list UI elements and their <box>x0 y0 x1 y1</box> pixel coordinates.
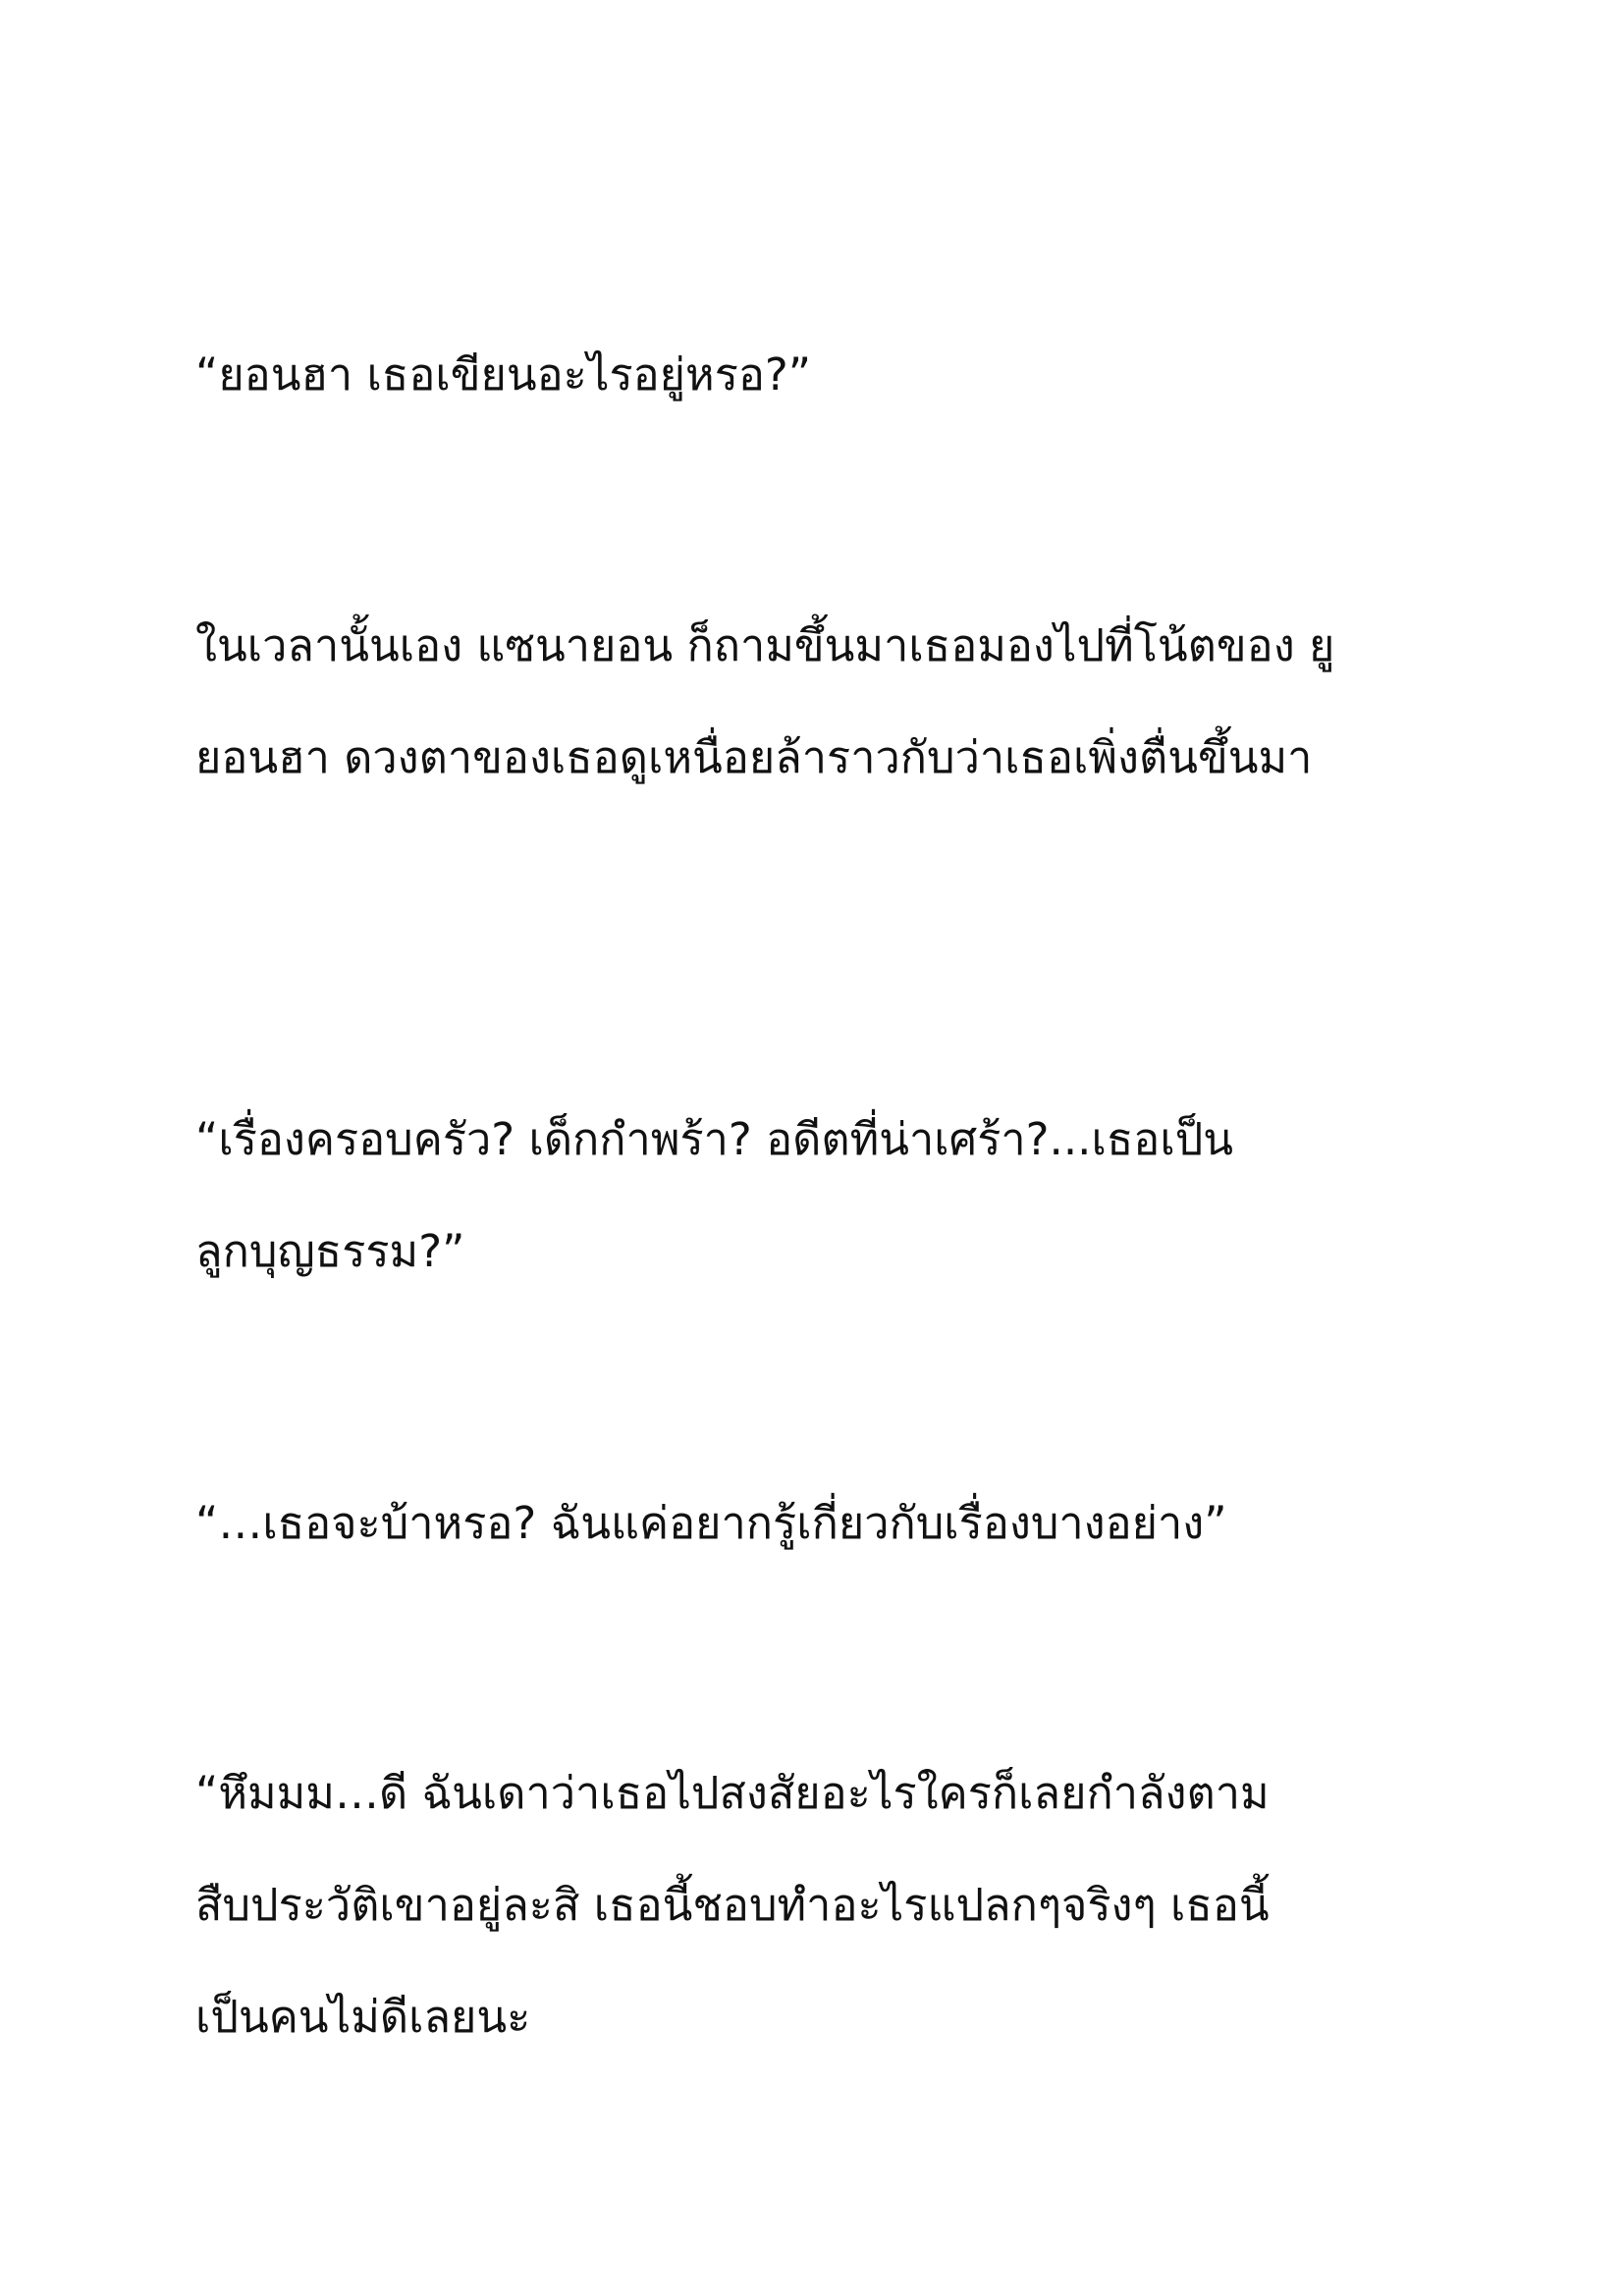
text-line: “…เธอจะบ้าหรอ? ฉันแค่อยากรู้เกี่ยวกับเรื่องบางอย่าง” <box>195 1497 1227 1549</box>
text-line: ลูกบุญธรรม?” <box>195 1225 465 1277</box>
text-line: “เรื่องครอบครัว? เด็กกำพร้า? อดีตที่น่าเศร้า?...เธอเป็น <box>195 1113 1234 1165</box>
text-line: ในเวลานั้นเอง แซนายอน ก็ถามขึ้นมาเธอมองไปที่โน้ตของ ยู <box>195 619 1335 671</box>
text-line: ยอนฮา ดวงตาของเธอดูเหนื่อยล้าราวกับว่าเธอเพิ่งตื่นขึ้นมา <box>195 731 1313 783</box>
text-line: “หึมมม…ดี ฉันเดาว่าเธอไปสงสัยอะไรใครก็เลยกำลังตาม <box>195 1767 1270 1819</box>
text-line: “ยอนฮา เธอเขียนอะไรอยู่หรอ?” <box>195 348 812 400</box>
text-line: เป็นคนไม่ดีเลยนะ <box>195 1991 531 2043</box>
text-line: สืบประวัติเขาอยู่ละสิ เธอนี้ชอบทำอะไรแปลกๆจริงๆ เธอนี้ <box>195 1879 1270 1931</box>
